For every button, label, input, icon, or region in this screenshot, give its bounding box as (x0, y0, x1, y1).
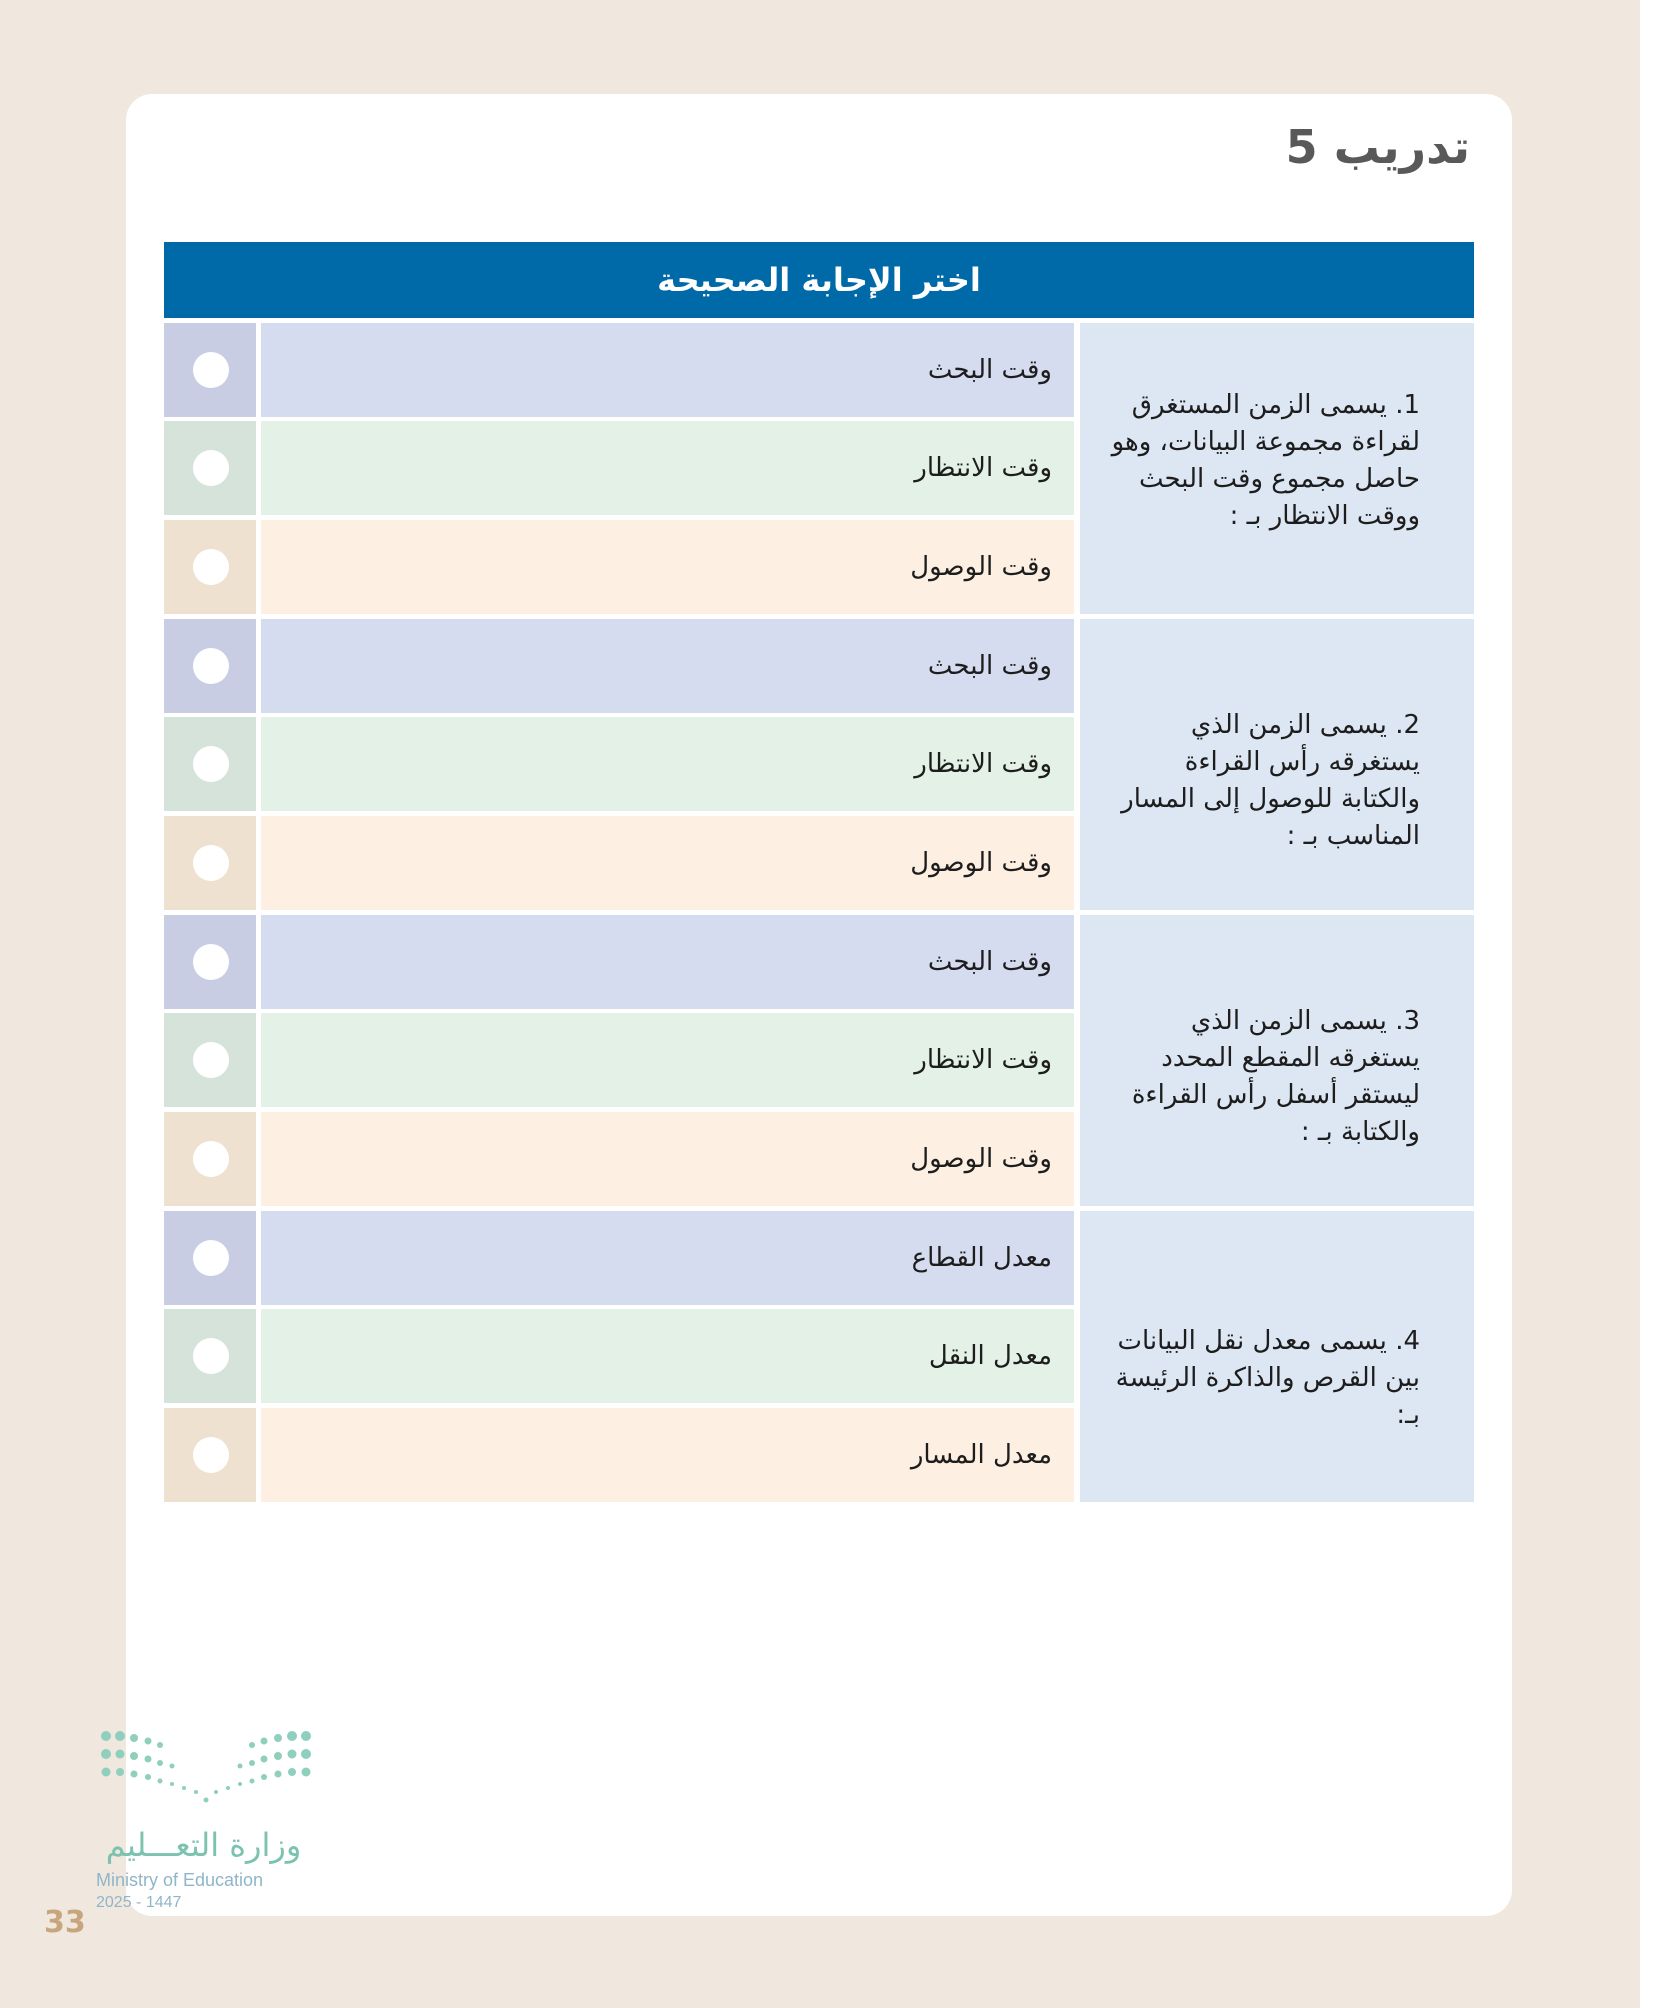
radio-button[interactable] (193, 450, 229, 486)
radio-cell (164, 520, 256, 614)
question-text: يسمى الزمن الذي يستغرقه رأس القراءة والكتابة للوصول إلى المسار المناسب بـ : (1121, 710, 1420, 851)
question-2 (164, 619, 1474, 910)
answer-option[interactable] (164, 915, 1074, 1009)
question-1 (164, 323, 1474, 614)
question-text-cell (1080, 619, 1474, 910)
question-text-cell (1080, 323, 1474, 614)
radio-cell (164, 1112, 256, 1206)
answer-option[interactable] (164, 323, 1074, 417)
option-label: وقت البحث (261, 323, 1074, 417)
ministry-name-english: Ministry of Education (96, 1870, 264, 1890)
question-3 (164, 915, 1474, 1206)
answer-option[interactable] (164, 619, 1074, 713)
question-number: 1. (1395, 390, 1420, 420)
answer-option[interactable] (164, 1309, 1074, 1403)
radio-button[interactable] (193, 1437, 229, 1473)
answer-option[interactable] (164, 717, 1074, 811)
radio-cell (164, 816, 256, 910)
quiz-table (164, 242, 1474, 1502)
radio-button[interactable] (193, 352, 229, 388)
question-number: 3. (1395, 1006, 1420, 1036)
option-label: وقت الانتظار (261, 717, 1074, 811)
radio-button[interactable] (193, 746, 229, 782)
page-number: 33 (44, 1905, 86, 1940)
radio-cell (164, 323, 256, 417)
answer-option[interactable] (164, 1408, 1074, 1502)
ministry-year: 2025 - 1447 (96, 1894, 182, 1911)
option-label: وقت الوصول (261, 816, 1074, 910)
page-title: تدريب 5 (1285, 120, 1470, 174)
question-text-cell (1080, 1211, 1474, 1502)
question-4 (164, 1211, 1474, 1502)
answer-option[interactable] (164, 1112, 1074, 1206)
question-text-cell (1080, 915, 1474, 1206)
radio-button[interactable] (193, 549, 229, 585)
radio-button[interactable] (193, 1338, 229, 1374)
option-label: وقت الانتظار (261, 1013, 1074, 1107)
option-label: معدل المسار (261, 1408, 1074, 1502)
option-label: معدل القطاع (261, 1211, 1074, 1305)
radio-cell (164, 1408, 256, 1502)
ministry-name-arabic: وزارة التعـــليم (105, 1826, 302, 1864)
option-label: وقت البحث (261, 915, 1074, 1009)
answer-option[interactable] (164, 520, 1074, 614)
radio-button[interactable] (193, 1042, 229, 1078)
quiz-header: اختر الإجابة الصحيحة (164, 242, 1474, 318)
radio-button[interactable] (193, 1141, 229, 1177)
option-label: وقت الوصول (261, 1112, 1074, 1206)
question-number: 4. (1395, 1326, 1420, 1356)
question-text: يسمى الزمن الذي يستغرقه المقطع المحدد ليستقر أسفل رأس القراءة والكتابة بـ : (1131, 1006, 1420, 1147)
radio-cell (164, 1013, 256, 1107)
right-edge-strip (1640, 0, 1654, 2008)
option-label: وقت الانتظار (261, 421, 1074, 515)
option-label: معدل النقل (261, 1309, 1074, 1403)
answer-option[interactable] (164, 816, 1074, 910)
radio-cell (164, 717, 256, 811)
radio-button[interactable] (193, 944, 229, 980)
radio-cell (164, 619, 256, 713)
option-label: وقت الوصول (261, 520, 1074, 614)
radio-button[interactable] (193, 1240, 229, 1276)
option-label: وقت البحث (261, 619, 1074, 713)
radio-button[interactable] (193, 648, 229, 684)
radio-cell (164, 915, 256, 1009)
radio-cell (164, 421, 256, 515)
ministry-dots-icon (96, 1726, 316, 1816)
radio-button[interactable] (193, 845, 229, 881)
radio-cell (164, 1309, 256, 1403)
radio-cell (164, 1211, 256, 1305)
answer-option[interactable] (164, 421, 1074, 515)
exercise-card (126, 94, 1512, 1916)
question-text: يسمى معدل نقل البيانات بين القرص والذاكرة الرئيسة بـ: (1115, 1326, 1420, 1430)
question-number: 2. (1395, 710, 1420, 740)
answer-option[interactable] (164, 1013, 1074, 1107)
question-text: يسمى الزمن المستغرق لقراءة مجموعة البيانات، وهو حاصل مجموع وقت البحث ووقت الانتظار بـ : (1111, 390, 1420, 531)
answer-option[interactable] (164, 1211, 1074, 1305)
